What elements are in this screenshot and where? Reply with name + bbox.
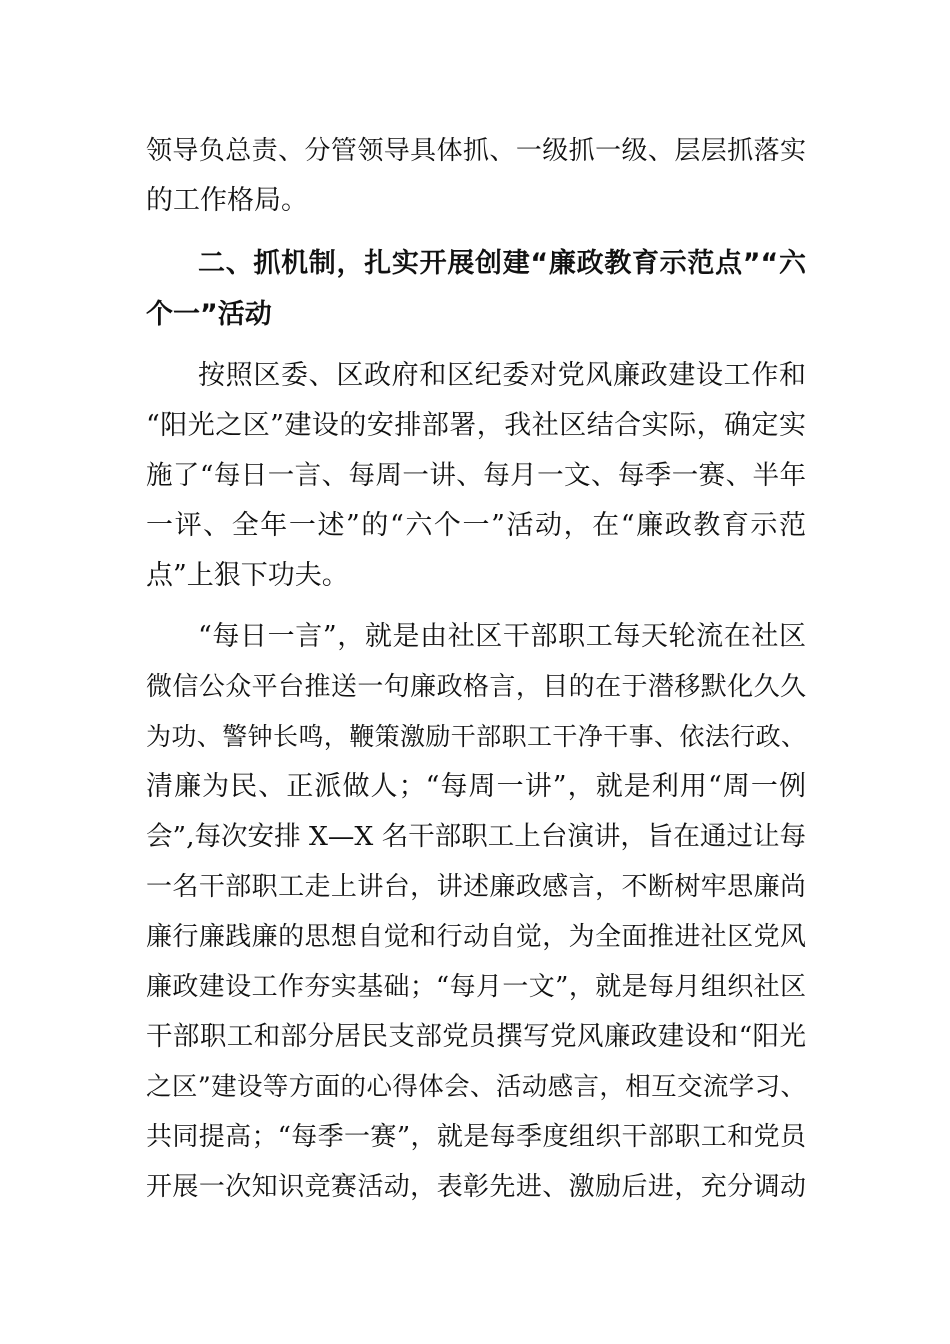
text-line: 干部职工和部分居民支部党员撰写党风廉政建设和“阳光 <box>146 1021 806 1052</box>
text-line: 廉政建设工作夯实基础；“每月一文”，就是每月组织社区 <box>146 972 806 1002</box>
section-heading-line: 二、抓机制，扎实开展创建“廉政教育示范点”“六 <box>198 248 806 279</box>
text-line: 微信公众平台推送一句廉政格言，目的在于潜移默化久久 <box>146 672 806 702</box>
section-heading-line: 个一”活动 <box>146 299 272 330</box>
text-line: 领导负总责、分管领导具体抓、一级抓一级、层层抓落实 <box>146 136 806 166</box>
text-line: 清廉为民、正派做人；“每周一讲”，就是利用“周一例 <box>146 771 806 802</box>
text-line: 施了“每日一言、每周一讲、每月一文、每季一赛、半年 <box>146 460 806 491</box>
text-line: 之区”建设等方面的心得体会、活动感言，相互交流学习、 <box>146 1072 806 1102</box>
text-line: 为功、警钟长鸣，鞭策激励干部职工干净干事、依法行政、 <box>146 722 806 751</box>
text-line: 的工作格局。 <box>146 185 308 216</box>
text-line: 开展一次知识竞赛活动，表彰先进、激励后进，充分调动 <box>146 1172 806 1202</box>
text-line: 廉行廉践廉的思想自觉和行动自觉，为全面推进社区党风 <box>146 922 806 952</box>
text-line: 共同提高；“每季一赛”，就是每季度组织干部职工和党员 <box>146 1122 806 1152</box>
text-line: 按照区委、区政府和区纪委对党风廉政建设工作和 <box>198 360 806 391</box>
text-line: “阳光之区”建设的安排部署，我社区结合实际，确定实 <box>146 410 806 441</box>
text-line: 一名干部职工走上讲台，讲述廉政感言，不断树牢思廉尚 <box>146 872 806 902</box>
text-line: “每日一言”，就是由社区干部职工每天轮流在社区 <box>198 621 806 652</box>
text-line: 会”,每次安排 X—X 名干部职工上台演讲，旨在通过让每 <box>146 821 806 852</box>
text-line: 点”上狠下功夫。 <box>146 560 349 591</box>
text-line: 一评、全年一述”的“六个一”活动，在“廉政教育示范 <box>146 510 806 541</box>
